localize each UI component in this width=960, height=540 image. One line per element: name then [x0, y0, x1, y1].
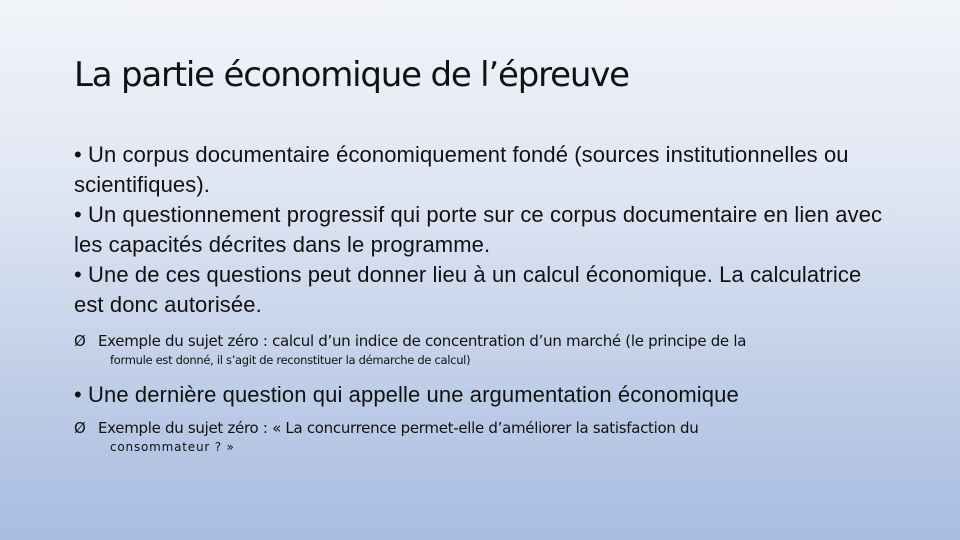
- slide-body: [74, 140, 894, 457]
- example-calcul-line1: Exemple du sujet zéro : calcul d’un indice de concentration d’un marché (le principe de la: [98, 332, 747, 350]
- bullet-corpus: • Un corpus documentaire économiquement fondé (sources institutionnelles ou scientifiques).: [74, 142, 849, 197]
- arrow-bullet-icon: Ø: [74, 419, 86, 437]
- bullet-questionnement: • Un questionnement progressif qui porte sur ce corpus documentaire en lien avec les capacités décrites dans le programme.: [74, 202, 883, 257]
- example-argumentation: [74, 419, 894, 457]
- example-calcul-line2: formule est donné, il s’agit de reconstituer la démarche de calcul): [110, 353, 471, 367]
- example-calcul: [74, 332, 894, 370]
- slide-title: La partie économique de l’épreuve: [74, 55, 629, 95]
- bullet-calcul: • Une de ces questions peut donner lieu à un calcul économique. La calculatrice est donc autorisée.: [74, 262, 862, 317]
- example-argumentation-line2: consommateur ? »: [110, 440, 235, 454]
- bullet-argumentation: • Une dernière question qui appelle une argumentation économique: [74, 382, 739, 407]
- example-argumentation-line1: Exemple du sujet zéro : « La concurrence permet-elle d’améliorer la satisfaction du: [98, 419, 699, 437]
- arrow-bullet-icon: Ø: [74, 332, 86, 350]
